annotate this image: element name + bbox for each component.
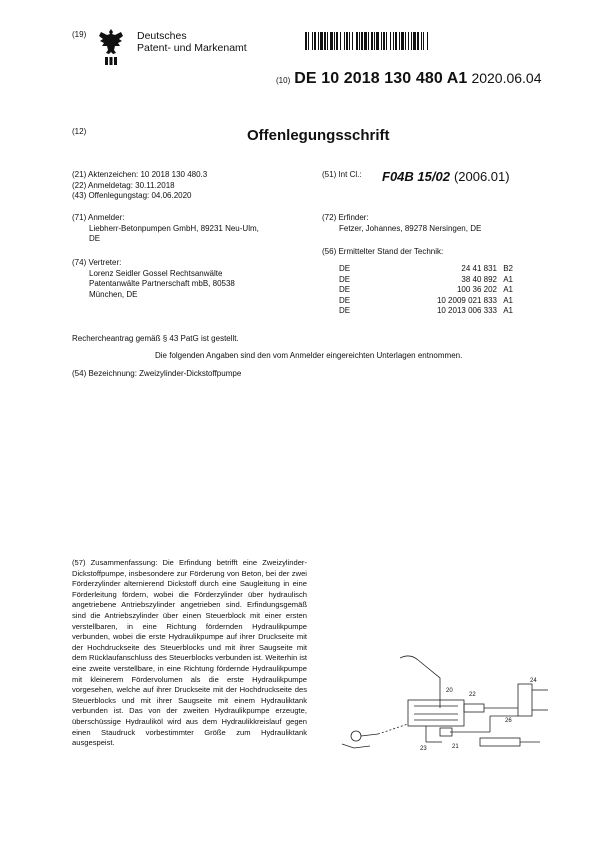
designation: (54) Bezeichnung: Zweizylinder-Dickstoffpumpe: [72, 369, 242, 378]
prior-art-country: DE: [339, 285, 351, 294]
inid-12: (12): [72, 127, 87, 136]
figure-label-26: 26: [505, 718, 512, 724]
prior-art-country: DE: [339, 264, 351, 273]
prior-art-number: 10 2009 021 833: [436, 295, 497, 305]
classification: [382, 169, 510, 184]
application-number: (21) Aktenzeichen: 10 2018 130 480.3: [72, 170, 208, 179]
prior-art-row: [339, 285, 513, 296]
applicant-block: [72, 213, 259, 245]
prior-art-number: 100 36 202: [456, 285, 497, 294]
prior-art-row: [339, 296, 513, 307]
representative-line2: Patentanwälte Partnerschaft mbB, 80538: [89, 279, 235, 288]
representative-line3: München, DE: [89, 289, 138, 299]
office-name-line2: Patent- und Markenamt: [137, 42, 247, 54]
prior-art-kind: A1: [503, 274, 513, 284]
ipc-version: (2006.01): [453, 169, 510, 184]
prior-art-row: [339, 264, 513, 275]
figure-label-21: 21: [452, 744, 459, 750]
document-title: Offenlegungsschrift: [247, 127, 390, 144]
representative-line1: Lorenz Seidler Gossel Rechtsanwälte: [89, 268, 223, 278]
filing-data: [72, 170, 207, 202]
figure-label-20: 20: [446, 688, 453, 694]
applicant-line1: Liebherr-Betonpumpen GmbH, 89231 Neu-Ulm,: [89, 223, 259, 233]
publication-date-line: (43) Offenlegungstag: 04.06.2020: [72, 191, 192, 200]
representative-label: (74) Vertreter:: [72, 258, 122, 267]
prior-art-number: 38 40 892: [461, 274, 497, 284]
filing-date: (22) Anmeldetag: 30.11.2018: [72, 180, 175, 190]
prior-art-number: 10 2013 006 333: [436, 306, 497, 315]
prior-art-kind: A1: [503, 306, 513, 315]
federal-eagle-logo: [97, 27, 127, 67]
barcode: [305, 32, 552, 50]
prior-art-table: [339, 264, 513, 317]
office-name-line1: Deutsches: [137, 30, 187, 42]
inventor-block: [322, 213, 481, 234]
abstract-text: (57) Zusammenfassung: Die Erfindung betrifft eine Zweizylinder-Dickstoffpumpe, insbesondere zur Förderung von Beton, bei der zwei Förderzylinder alternierend Dickstoff durch eine Saugleitung in eine Förderleitung fördern, wobei die Förderzylinder über hydraulisch angetriebene Antriebszylinder angetrieben sind. Erfindungsgemäß sind die Antriebszylinder über einen Steuerblock mit einer ersten verstellbaren, in eine Richtung fördernden Hydraulikpumpe verbunden, wobei die erste Hydraulikpumpe auf ihrer Druckseite mit der Hochdruckseite des Steuerblocks und mit ihrer Saugseite mit dem Rücklaufanschluss des Steuerblocks verbunden ist. Weiterhin ist eine zweite verstellbare, in eine Richtung fördernde Hydraulikpumpe mit kleinerem Fördervolumen als die erste Hydraulikpumpe vorgesehen, welche auf ihrer Druckseite mit der Hochdruckseite des Steuerblocks und mit ihrer Saugseite mit einem Hydrauliktank verbunden ist. Das von der zweiten Hydraulikpumpe erzeugte, überschüssige Hydrauliköl wird aus dem Hydraulikkreislauf gegen einen Staudruck vorbestimmter Größe zum Hydrauliktank ausgespeist.: [72, 558, 307, 748]
representative-block: [72, 258, 235, 300]
barcode-bar: [428, 32, 430, 50]
figure-label-22: 22: [469, 692, 476, 698]
applicant-label: (71) Anmelder:: [72, 213, 125, 222]
prior-art-kind: A1: [503, 285, 513, 294]
int-cl-label: (51) Int Cl.:: [322, 170, 362, 179]
applicant-line2: DE: [89, 234, 101, 243]
figure-label-23: 23: [420, 746, 427, 752]
prior-art-country: DE: [339, 306, 351, 315]
publication-header: [276, 70, 542, 88]
prior-art-row: [339, 275, 513, 286]
inid-10: (10): [276, 76, 291, 85]
publication-date: 2020.06.04: [471, 70, 542, 86]
inventor-line1: Fetzer, Johannes, 89278 Nersingen, DE: [339, 223, 482, 233]
hydraulic-schematic-figure: [330, 648, 560, 778]
prior-art-row: [339, 306, 513, 317]
prior-art-label: (56) Ermittelter Stand der Technik:: [322, 247, 444, 256]
figure-label-24: 24: [530, 678, 537, 684]
prior-art-kind: A1: [503, 295, 513, 305]
publication-number: DE 10 2018 130 480 A1: [294, 70, 468, 87]
ipc-main-class: F04B 15/02: [382, 169, 450, 184]
prior-art-kind: B2: [503, 264, 513, 273]
inventor-label: (72) Erfinder:: [322, 213, 369, 222]
inid-19: (19): [72, 30, 87, 39]
applicant-documents-note: Die folgenden Angaben sind den vom Anmelder eingereichten Unterlagen entnommen.: [155, 351, 463, 360]
prior-art-country: DE: [339, 274, 351, 284]
prior-art-number: 24 41 831: [461, 264, 497, 273]
search-request-note: Rechercheantrag gemäß § 43 PatG ist gestellt.: [72, 334, 239, 343]
prior-art-country: DE: [339, 295, 351, 305]
